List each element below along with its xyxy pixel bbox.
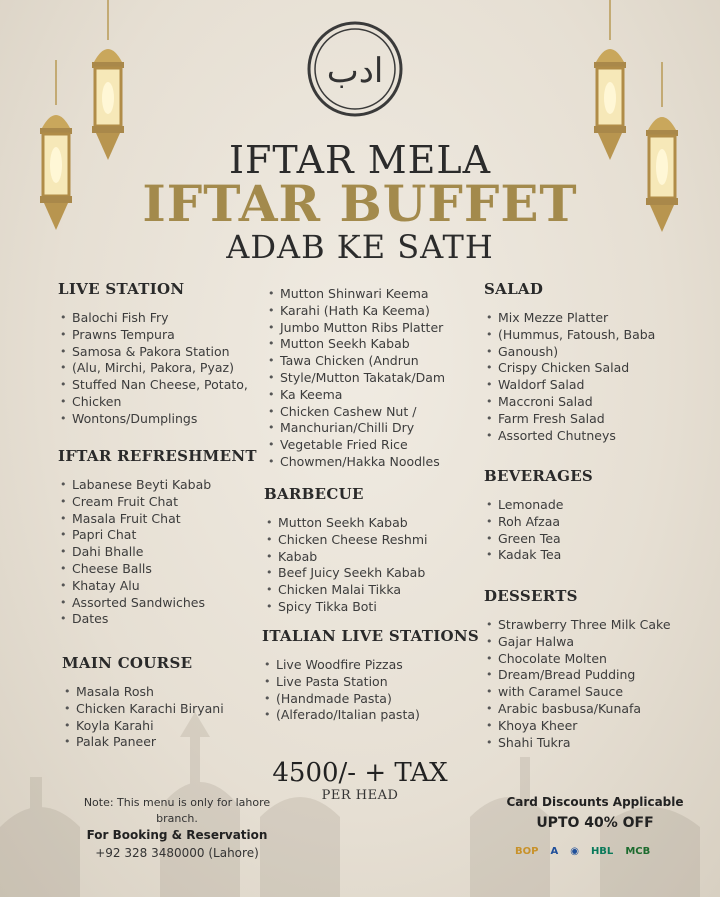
menu-item: • Tawa Chicken (Andrun (266, 353, 476, 370)
item-list (262, 657, 477, 724)
section-title: BARBECUE (264, 485, 364, 503)
menu-item: • Chicken Karachi Biryani (62, 701, 262, 718)
menu-item: • Palak Paneer (62, 734, 262, 751)
menu-item: • Beef Juicy Seekh Kabab (264, 565, 474, 582)
menu-item: • Chocolate Molten (484, 651, 684, 668)
menu-item: • (Alu, Mirchi, Pakora, Pyaz) (58, 360, 258, 377)
bank-logo-3: ◉ (570, 845, 579, 857)
section-iftar-refreshment (58, 447, 258, 628)
menu-item: • Dahi Bhalle (58, 544, 258, 561)
menu-item: • Spicy Tikka Boti (264, 599, 474, 616)
menu-item: • Manchurian/Chilli Dry (266, 420, 476, 437)
menu-item: • (Handmade Pasta) (262, 691, 477, 708)
menu-item: • Kadak Tea (484, 547, 674, 564)
booking-label: For Booking & Reservation (86, 828, 268, 842)
menu-item: • Dates (58, 611, 258, 628)
menu-item: • Cream Fruit Chat (58, 494, 258, 511)
menu-item: • Wontons/Dumplings (58, 411, 258, 428)
section-italian-live-stations (262, 627, 480, 724)
menu-item: • (Alferado/Italian pasta) (262, 707, 477, 724)
menu-item: • Papri Chat (58, 527, 258, 544)
menu-item: • Style/Mutton Takatak/Dam (266, 370, 476, 387)
section-desserts (484, 587, 684, 751)
section-title: LIVE STATION (58, 280, 185, 298)
item-list (484, 310, 674, 444)
menu-item: • Samosa & Pakora Station (58, 344, 258, 361)
branch-note: Note: This menu is only for lahore branch. (83, 796, 271, 825)
menu-item: • Chicken Malai Tikka (264, 582, 474, 599)
menu-item: • Kabab (264, 549, 474, 566)
title-iftar-buffet: IFTAR BUFFET (142, 174, 578, 233)
section-title: SALAD (484, 280, 544, 298)
menu-item: • Assorted Sandwiches (58, 595, 258, 612)
bank-logos (512, 838, 682, 864)
section-salad (484, 280, 674, 444)
menu-item: • Farm Fresh Salad (484, 411, 674, 428)
title-adab-ke-sath: ADAB KE SATH (226, 228, 494, 266)
menu-item: • Labanese Beyti Kabab (58, 477, 258, 494)
item-list (484, 497, 674, 564)
menu-item: • Mutton Shinwari Keema (266, 286, 476, 303)
bank-logo-4: HBL (590, 845, 614, 857)
menu-item: • Mutton Seekh Kabab (266, 336, 476, 353)
menu-item: • Stuffed Nan Cheese, Potato, (58, 377, 258, 394)
item-list (62, 684, 262, 751)
menu-item: • Green Tea (484, 531, 674, 548)
item-list (484, 617, 684, 751)
logo-calligraphy: ادب (326, 51, 384, 91)
discount-label: UPTO 40% OFF (536, 815, 654, 831)
menu-item: • Chicken (58, 394, 258, 411)
item-list (266, 286, 476, 471)
menu-item: • Lemonade (484, 497, 674, 514)
menu-item: • Mutton Seekh Kabab (264, 515, 474, 532)
bank-logo-2: A (550, 845, 559, 857)
bank-logo-5: MCB (625, 845, 651, 857)
menu-item: • Cheese Balls (58, 561, 258, 578)
menu-item: • Karahi (Hath Ka Keema) (266, 303, 476, 320)
per-head-label: PER HEAD (321, 788, 399, 803)
menu-item: • Gajar Halwa (484, 634, 684, 651)
section-title: DESSERTS (484, 587, 578, 605)
menu-item: • Roh Afzaa (484, 514, 674, 531)
card-discounts-label: Card Discounts Applicable (506, 795, 684, 809)
section-beverages (484, 467, 674, 564)
section-live-station (58, 280, 258, 428)
menu-item: • Prawns Tempura (58, 327, 258, 344)
bank-logo-1: BOP (515, 845, 539, 857)
price: 4500/- + TAX (272, 758, 448, 788)
menu-item: • Koyla Karahi (62, 718, 262, 735)
menu-item: • Balochi Fish Fry (58, 310, 258, 327)
section-title: IFTAR REFRESHMENT (58, 447, 257, 465)
menu-item: • Khatay Alu (58, 578, 258, 595)
section-barbecue (264, 485, 474, 616)
menu-item: • Chicken Cheese Reshmi (264, 532, 474, 549)
section-main-course (62, 654, 262, 751)
menu-item: • Mix Mezze Platter (484, 310, 674, 327)
section-title: MAIN COURSE (62, 654, 193, 672)
menu-item: • with Caramel Sauce (484, 684, 684, 701)
section-main-dishes (266, 286, 476, 471)
section-title: BEVERAGES (484, 467, 594, 485)
menu-item: • Waldorf Salad (484, 377, 674, 394)
section-title: ITALIAN LIVE STATIONS (262, 627, 480, 645)
menu-item: • Vegetable Fried Rice (266, 437, 476, 454)
menu-item: • Khoya Kheer (484, 718, 684, 735)
menu-item: • Jumbo Mutton Ribs Platter (266, 320, 476, 337)
menu-item: • (Hummus, Fatoush, Baba (484, 327, 674, 344)
menu-item: • Chicken Cashew Nut / (266, 404, 476, 421)
menu-item: • Strawberry Three Milk Cake (484, 617, 684, 634)
item-list (264, 515, 474, 616)
menu-item: • Shahi Tukra (484, 735, 684, 752)
menu-item: • Live Woodfire Pizzas (262, 657, 477, 674)
menu-item: • Crispy Chicken Salad (484, 360, 674, 377)
menu-item: • Live Pasta Station (262, 674, 477, 691)
menu-item: • Arabic basbusa/Kunafa (484, 701, 684, 718)
item-list (58, 310, 258, 428)
menu-item: • Chowmen/Hakka Noodles (266, 454, 476, 471)
menu-item: • Assorted Chutneys (484, 428, 674, 445)
phone-number[interactable]: +92 328 3480000 (Lahore) (95, 846, 259, 860)
menu-item: • Ka Keema (266, 387, 476, 404)
menu-item: • Masala Fruit Chat (58, 511, 258, 528)
menu-item: • Dream/Bread Pudding (484, 667, 684, 684)
adab-logo (306, 20, 404, 118)
item-list (58, 477, 258, 628)
title-iftar-mela: IFTAR MELA (228, 138, 492, 182)
menu-item: • Ganoush) (484, 344, 674, 361)
menu-item: • Masala Rosh (62, 684, 262, 701)
menu-item: • Maccroni Salad (484, 394, 674, 411)
